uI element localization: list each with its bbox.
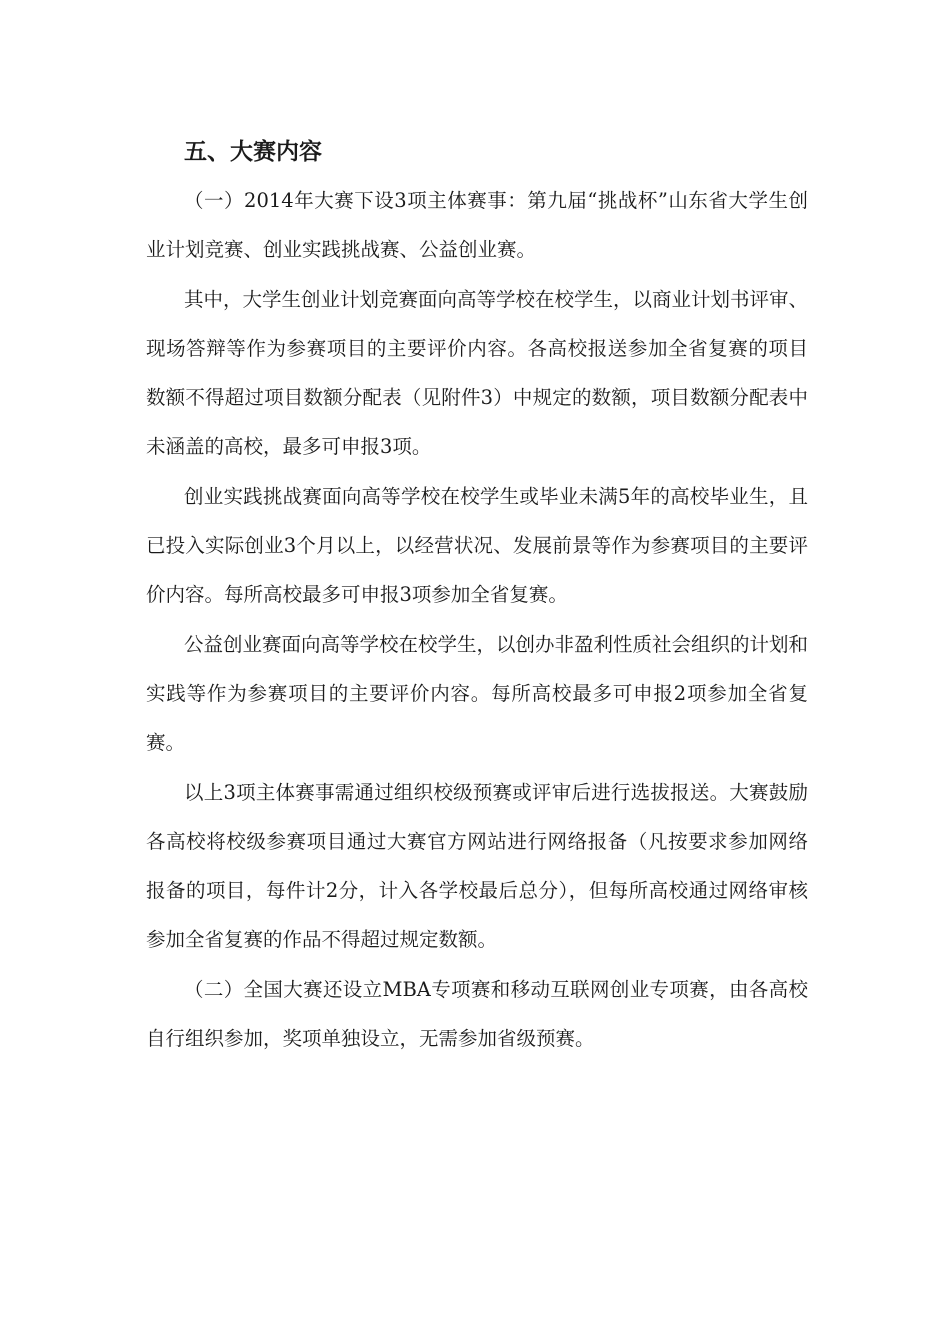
paragraph-business-plan-contest: 其中，大学生创业计划竞赛面向高等学校在校学生，以商业计划书评审、现场答辩等作为参赛项目的主要评价内容。各高校报送参加全省复赛的项目数额不得超过项目数额分配表（见附件3）中规定的数额，项目数额分配表中未涵盖的高校，最多可申报3项。 [146, 287, 809, 459]
paragraph-selection-rules: 以上3项主体赛事需通过组织校级预赛或评审后进行选拔报送。大赛鼓励各高校将校级参赛项目通过大赛官方网站进行网络报备（凡按要求参加网络报备的项目，每件计2分，计入各学校最后总分），但每所高校通过网络审核参加全省复赛的作品不得超过规定数额。 [146, 780, 808, 952]
paragraph-national-special-contests: （二）全国大赛还设立MBA专项赛和移动互联网创业专项赛，由各高校自行组织参加，奖项单独设立，无需参加省级预赛。 [146, 977, 808, 1051]
section-heading: 五、大赛内容 [184, 139, 322, 165]
paragraph-public-welfare-contest: 公益创业赛面向高等学校在校学生，以创办非盈利性质社会组织的计划和实践等作为参赛项目的主要评价内容。每所高校最多可申报2项参加全省复赛。 [146, 632, 809, 755]
paragraph-competition-overview: （一）2014年大赛下设3项主体赛事：第九届“挑战杯”山东省大学生创业计划竞赛、创业实践挑战赛、公益创业赛。 [146, 189, 808, 262]
document-body [146, 128, 808, 1063]
paragraph-practice-challenge: 创业实践挑战赛面向高等学校在校学生或毕业未满5年的高校毕业生，且已投入实际创业3个月以上，以经营状况、发展前景等作为参赛项目的主要评价内容。每所高校最多可申报3项参加全省复赛。 [146, 484, 808, 607]
